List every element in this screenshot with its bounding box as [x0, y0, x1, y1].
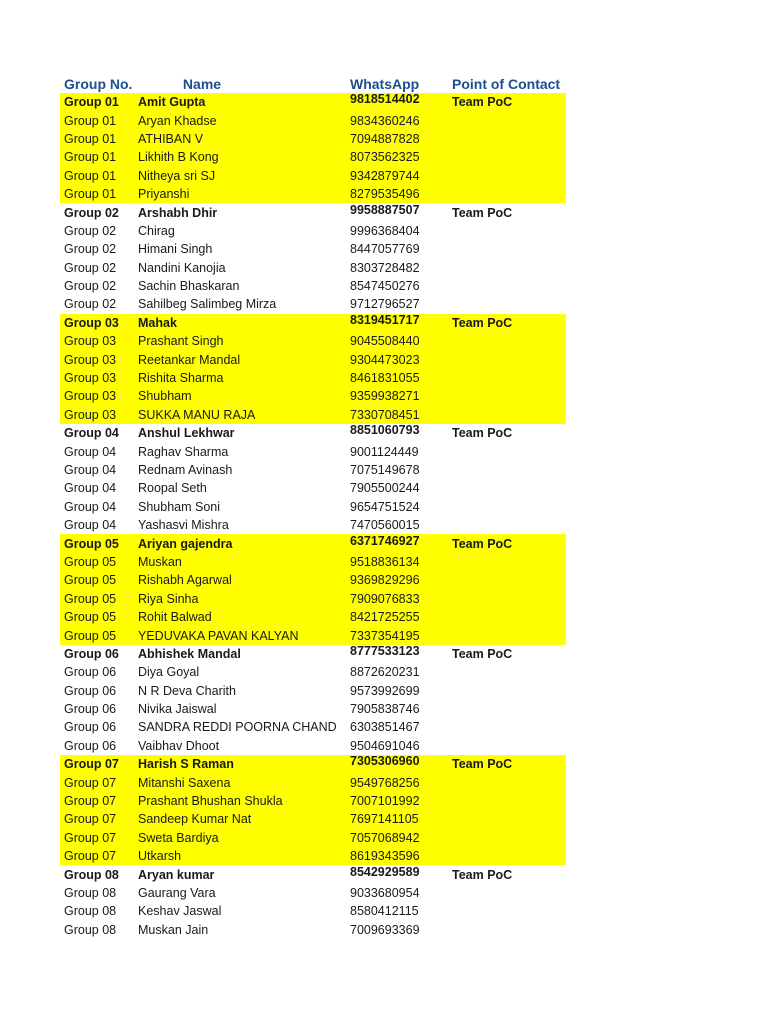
name-cell: Mitanshi Saxena: [138, 775, 231, 790]
name-cell: SANDRA REDDI POORNA CHAND: [138, 720, 337, 735]
table-row: [60, 93, 566, 111]
table-row: [60, 718, 566, 736]
name-cell: Utkarsh: [138, 849, 182, 864]
name-cell: Vaibhav Dhoot: [138, 738, 220, 753]
whatsapp-cell: 9996368404: [350, 223, 420, 238]
whatsapp-cell: 8319451717: [350, 312, 420, 327]
table-row: [60, 792, 566, 810]
whatsapp-cell: 9573992699: [350, 683, 420, 698]
table-row: [60, 148, 566, 166]
whatsapp-cell: 7305306960: [350, 754, 420, 769]
table-row: [60, 424, 566, 442]
table-row: [60, 295, 566, 313]
group-cell: Group 01: [64, 113, 117, 128]
header-row: [60, 68, 566, 93]
group-cell: Group 04: [64, 518, 117, 533]
name-cell: Sachin Bhaskaran: [138, 279, 240, 294]
whatsapp-cell: 9654751524: [350, 499, 420, 514]
whatsapp-cell: 7470560015: [350, 518, 420, 533]
group-cell: Group 01: [64, 168, 117, 183]
table-row: [60, 645, 566, 663]
name-cell: Aryan Khadse: [138, 113, 217, 128]
group-cell: Group 03: [64, 334, 117, 349]
group-cell: Group 06: [64, 738, 117, 753]
whatsapp-cell: 8421725255: [350, 610, 420, 625]
table-row: [60, 902, 566, 920]
group-cell: Group 07: [64, 830, 117, 845]
whatsapp-cell: 8447057769: [350, 242, 420, 257]
whatsapp-cell: 7697141105: [350, 812, 419, 827]
table-row: [60, 865, 566, 883]
table-row: [60, 461, 566, 479]
name-cell: Ariyan gajendra: [138, 536, 233, 551]
whatsapp-cell: 9033680954: [350, 885, 420, 900]
name-cell: N R Deva Charith: [138, 683, 236, 698]
table-row: [60, 534, 566, 552]
whatsapp-cell: 7330708451: [350, 407, 420, 422]
table-row: [60, 626, 566, 644]
whatsapp-cell: 7337354195: [350, 628, 420, 643]
group-cell: Group 01: [64, 150, 117, 165]
group-cell: Group 02: [64, 279, 117, 294]
name-cell: Mahak: [138, 315, 177, 330]
whatsapp-cell: 9712796527: [350, 297, 420, 312]
group-cell: Group 06: [64, 720, 117, 735]
table-row: [60, 498, 566, 516]
whatsapp-cell: 9549768256: [350, 775, 420, 790]
table-row: [60, 608, 566, 626]
group-cell: Group 02: [64, 260, 117, 275]
name-cell: Amit Gupta: [138, 95, 206, 110]
table-row: [60, 222, 566, 240]
header-name: Name: [182, 76, 222, 92]
poc-cell: Team PoC: [452, 646, 513, 661]
name-cell: ATHIBAN V: [138, 131, 204, 146]
table-row: [60, 259, 566, 277]
name-cell: Rishabh Agarwal: [138, 573, 232, 588]
whatsapp-cell: 8461831055: [350, 371, 420, 386]
contact-sheet: [60, 68, 566, 939]
whatsapp-cell: 9342879744: [350, 168, 420, 183]
table-row: [60, 737, 566, 755]
name-cell: Sahilbeg Salimbeg Mirza: [138, 297, 277, 312]
group-cell: Group 05: [64, 628, 117, 643]
name-cell: Shubham: [138, 389, 192, 404]
group-cell: Group 05: [64, 536, 119, 551]
whatsapp-cell: 9818514402: [350, 92, 420, 107]
table-row: [60, 350, 566, 368]
table-row: [60, 516, 566, 534]
name-cell: Arshabh Dhir: [138, 205, 218, 220]
table-body: [60, 93, 566, 939]
group-cell: Group 08: [64, 922, 117, 937]
name-cell: Riya Sinha: [138, 591, 199, 606]
group-cell: Group 05: [64, 573, 117, 588]
whatsapp-cell: 9834360246: [350, 113, 420, 128]
table-row: [60, 314, 566, 332]
group-cell: Group 03: [64, 407, 117, 422]
table-row: [60, 479, 566, 497]
group-cell: Group 07: [64, 812, 117, 827]
whatsapp-cell: 6371746927: [350, 533, 420, 548]
group-cell: Group 08: [64, 885, 117, 900]
group-cell: Group 03: [64, 315, 119, 330]
table-row: [60, 406, 566, 424]
name-cell: Rednam Avinash: [138, 463, 233, 477]
name-cell: Chirag: [138, 223, 175, 238]
name-cell: Abhishek Mandal: [138, 646, 241, 661]
group-cell: Group 01: [64, 131, 117, 146]
name-cell: Diya Goyal: [138, 665, 200, 680]
group-cell: Group 07: [64, 794, 117, 809]
name-cell: Likhith B Kong: [138, 150, 219, 165]
group-cell: Group 04: [64, 499, 117, 514]
name-cell: Muskan: [138, 554, 182, 569]
table-row: [60, 921, 566, 939]
whatsapp-cell: 8851060793: [350, 423, 420, 438]
poc-cell: Team PoC: [452, 95, 513, 110]
whatsapp-cell: 9518836134: [350, 554, 420, 569]
whatsapp-cell: 9958887507: [350, 202, 420, 217]
name-cell: Rishita Sharma: [138, 371, 224, 386]
whatsapp-cell: 7905838746: [350, 702, 420, 717]
group-cell: Group 05: [64, 591, 117, 606]
whatsapp-cell: 8547450276: [350, 279, 420, 294]
name-cell: Gaurang Vara: [138, 885, 216, 900]
table-row: [60, 111, 566, 129]
group-cell: Group 04: [64, 481, 117, 496]
group-cell: Group 07: [64, 757, 119, 772]
poc-cell: Team PoC: [452, 757, 513, 772]
header-poc: Point of Contact: [452, 76, 561, 92]
whatsapp-cell: 7007101992: [350, 794, 420, 809]
group-cell: Group 06: [64, 646, 119, 661]
name-cell: YEDUVAKA PAVAN KALYAN: [138, 628, 299, 643]
whatsapp-cell: 8872620231: [350, 665, 420, 680]
name-cell: Keshav Jaswal: [138, 904, 222, 919]
table-row: [60, 130, 566, 148]
table-row: [60, 240, 566, 258]
group-cell: Group 01: [64, 95, 119, 110]
name-cell: Harish S Raman: [138, 757, 234, 772]
whatsapp-cell: 8279535496: [350, 187, 420, 202]
group-cell: Group 02: [64, 242, 117, 257]
whatsapp-cell: 7909076833: [350, 591, 420, 606]
group-cell: Group 02: [64, 223, 117, 238]
table-row: [60, 185, 566, 203]
table-row: [60, 682, 566, 700]
table-row: [60, 553, 566, 571]
header-group: Group No.: [64, 76, 133, 92]
whatsapp-cell: 9304473023: [350, 352, 420, 367]
whatsapp-cell: 7075149678: [350, 463, 420, 477]
name-cell: Roopal Seth: [138, 481, 207, 496]
group-cell: Group 02: [64, 205, 119, 220]
table-row: [60, 277, 566, 295]
group-cell: Group 07: [64, 775, 117, 790]
whatsapp-cell: 8580412115: [350, 904, 419, 919]
group-cell: Group 05: [64, 610, 117, 625]
poc-cell: Team PoC: [452, 205, 513, 220]
group-cell: Group 04: [64, 426, 119, 441]
name-cell: SUKKA MANU RAJA: [138, 407, 256, 422]
table-row: [60, 700, 566, 718]
group-cell: Group 05: [64, 554, 117, 569]
name-cell: Priyanshi: [138, 187, 190, 202]
name-cell: Nandini Kanojia: [138, 260, 226, 275]
table-row: [60, 810, 566, 828]
group-cell: Group 04: [64, 463, 117, 477]
table-row: [60, 755, 566, 773]
table-row: [60, 590, 566, 608]
whatsapp-cell: 9001124449: [350, 444, 419, 459]
table-row: [60, 829, 566, 847]
poc-cell: Team PoC: [452, 315, 513, 330]
name-cell: Nitheya sri SJ: [138, 168, 216, 183]
whatsapp-cell: 7057068942: [350, 830, 420, 845]
table-row: [60, 571, 566, 589]
name-cell: Sandeep Kumar Nat: [138, 812, 252, 827]
group-cell: Group 04: [64, 444, 117, 459]
name-cell: Prashant Bhushan Shukla: [138, 794, 283, 809]
table-row: [60, 442, 566, 460]
name-cell: Reetankar Mandal: [138, 352, 241, 367]
table-row: [60, 847, 566, 865]
whatsapp-cell: 8777533123: [350, 643, 420, 658]
whatsapp-cell: 7905500244: [350, 481, 420, 496]
name-cell: Raghav Sharma: [138, 444, 229, 459]
whatsapp-cell: 6303851467: [350, 720, 420, 735]
group-cell: Group 06: [64, 702, 117, 717]
whatsapp-cell: 9359938271: [350, 389, 420, 404]
group-cell: Group 07: [64, 849, 117, 864]
header-whatsapp: WhatsApp: [350, 76, 420, 92]
table-row: [60, 884, 566, 902]
table-row: [60, 773, 566, 791]
poc-cell: Team PoC: [452, 867, 513, 882]
table-row: [60, 369, 566, 387]
whatsapp-cell: 8303728482: [350, 260, 420, 275]
group-cell: Group 06: [64, 665, 117, 680]
whatsapp-cell: 7009693369: [350, 922, 420, 937]
name-cell: Sweta Bardiya: [138, 830, 219, 845]
name-cell: Yashasvi Mishra: [138, 518, 229, 533]
table-row: [60, 167, 566, 185]
whatsapp-cell: 8073562325: [350, 150, 420, 165]
whatsapp-cell: 9504691046: [350, 738, 420, 753]
group-cell: Group 06: [64, 683, 117, 698]
group-cell: Group 03: [64, 371, 117, 386]
poc-cell: Team PoC: [452, 426, 513, 441]
name-cell: Anshul Lekhwar: [138, 426, 235, 441]
whatsapp-cell: 8619343596: [350, 849, 420, 864]
whatsapp-cell: 7094887828: [350, 131, 420, 146]
table-row: [60, 332, 566, 350]
poc-cell: Team PoC: [452, 536, 513, 551]
table-row: [60, 387, 566, 405]
group-cell: Group 03: [64, 352, 117, 367]
name-cell: Muskan Jain: [138, 922, 209, 937]
name-cell: Himani Singh: [138, 242, 213, 257]
group-cell: Group 01: [64, 187, 117, 202]
name-cell: Prashant Singh: [138, 334, 224, 349]
group-cell: Group 03: [64, 389, 117, 404]
table-row: [60, 203, 566, 221]
whatsapp-cell: 9045508440: [350, 334, 420, 349]
group-cell: Group 08: [64, 904, 117, 919]
group-cell: Group 08: [64, 867, 119, 882]
whatsapp-cell: 8542929589: [350, 864, 420, 879]
group-cell: Group 02: [64, 297, 117, 312]
whatsapp-cell: 9369829296: [350, 573, 420, 588]
table-row: [60, 663, 566, 681]
name-cell: Rohit Balwad: [138, 610, 212, 625]
name-cell: Aryan kumar: [138, 867, 215, 882]
name-cell: Shubham Soni: [138, 499, 221, 514]
name-cell: Nivika Jaiswal: [138, 702, 217, 717]
